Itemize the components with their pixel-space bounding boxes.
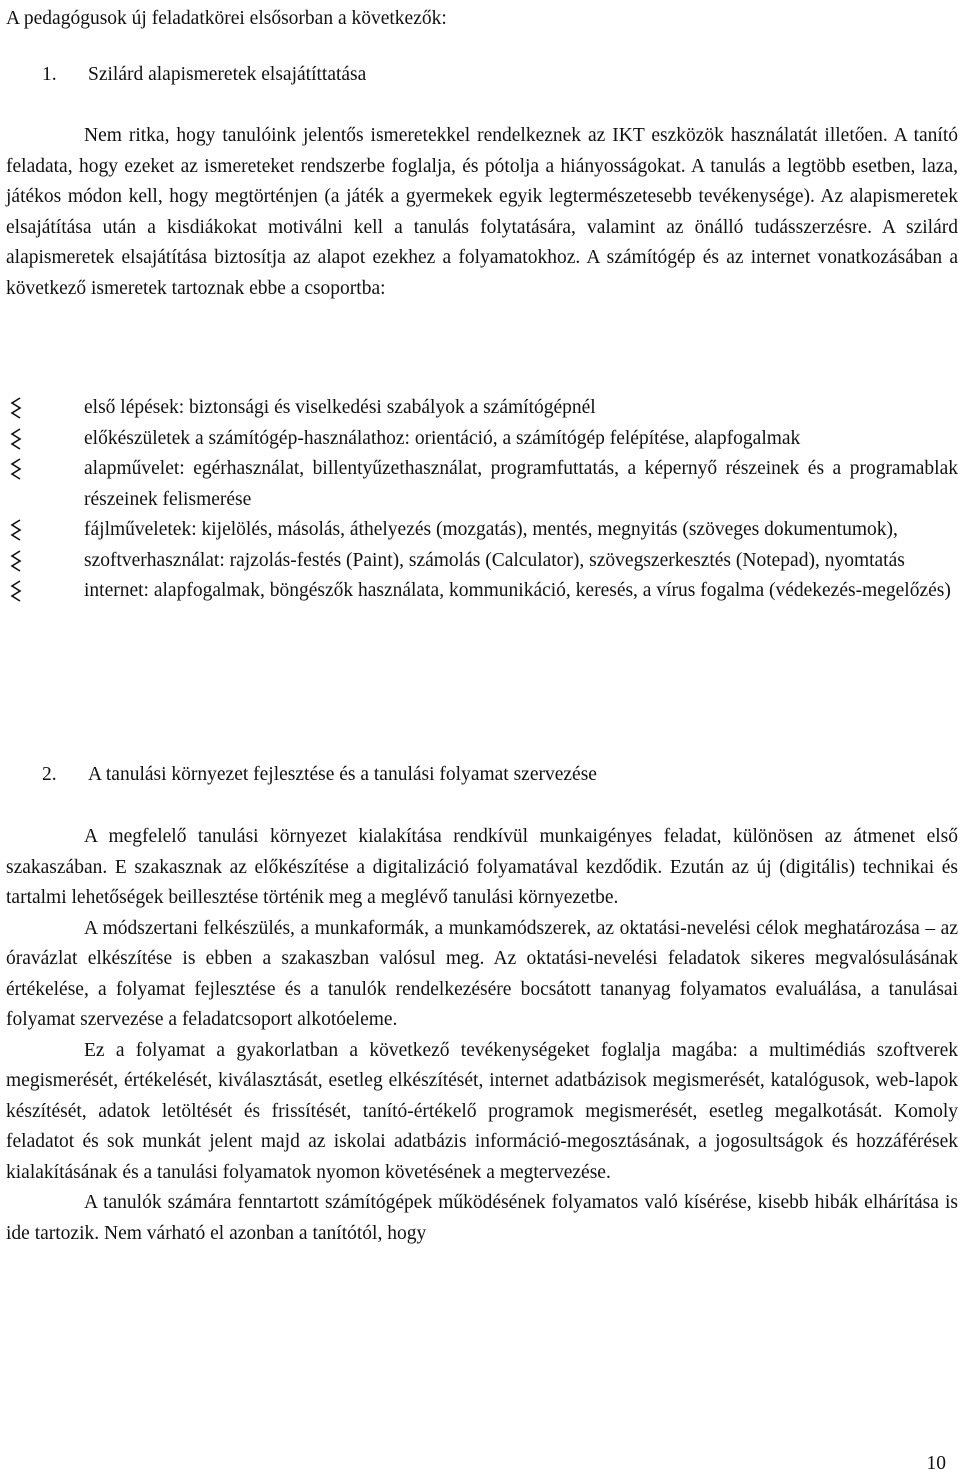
bullet-marker-icon xyxy=(10,458,22,480)
list-item xyxy=(6,454,958,515)
list-item-text: szoftverhasználat: rajzolás-festés (Paint), számolás (Calculator), szövegszerkesztés (Notepad), nyomtatás xyxy=(84,549,905,571)
list-item-text: első lépések: biztonsági és viselkedési szabályok a számítógépnél xyxy=(84,397,596,418)
section-1-body xyxy=(6,121,958,304)
list-item-text: előkészületek a számítógép-használathoz: orientáció, a számítógép felépítése, alapfogalmak xyxy=(84,427,801,449)
list-item xyxy=(6,515,958,546)
list-item xyxy=(6,546,958,577)
bullet-marker-icon xyxy=(10,519,22,541)
section-2-title: A tanulási környezet fejlesztése és a tanulási folyamat szervezése xyxy=(88,764,597,785)
section-2-number: 2. xyxy=(42,764,57,785)
list-item xyxy=(6,576,958,607)
section-2-paragraph: A módszertani felkészülés, a munkaformák, a munkamódszerek, az oktatási-nevelési célok meghatározása – az óravázlat elkészítése is ebben a szakaszban valósul meg. Az oktatási-nevelési feladatok sikeres megvalósulásának értékelése, a folyamat fejlesztése és a tanulók rendelkezésére bocsátott tananyag folyamatos evaluálása, a tanulásai folyamat szervezése a feladatcsoport alkotóeleme. xyxy=(6,917,958,1030)
bullet-marker-icon xyxy=(10,550,22,572)
bullet-list xyxy=(6,393,958,607)
bullet-marker-icon xyxy=(10,397,22,419)
bullet-marker-icon xyxy=(10,428,22,450)
list-item xyxy=(6,393,958,424)
section-1-heading xyxy=(6,60,366,91)
bullet-marker-icon xyxy=(10,580,22,602)
section-1-title: Szilárd alapismeretek elsajátíttatása xyxy=(88,64,367,85)
section-1-number: 1. xyxy=(42,64,57,85)
list-item xyxy=(6,424,958,455)
intro-line: A pedagógusok új feladatkörei elsősorban a következők: xyxy=(6,8,447,29)
page-number: 10 xyxy=(926,1453,946,1474)
section-2-body xyxy=(6,822,958,1249)
section-2-paragraph: A megfelelő tanulási környezet kialakítása rendkívül munkaigényes feladat, különösen az átmenet első szakaszában. E szakasznak az előkészítése a digitalizáció folyamatával kezdődik. Ezután az új (digitális) technikai és tartalmi lehetőségek beillesztése történik meg a meglévő tanulási környezetbe. xyxy=(6,826,958,908)
section-2-heading xyxy=(6,760,597,791)
list-item-text: internet: alapfogalmak, böngészők használata, kommunikáció, keresés, a vírus fogalma (védekezés-megelőzés) xyxy=(84,580,951,601)
section-1-paragraph: Nem ritka, hogy tanulóink jelentős ismeretekkel rendelkeznek az IKT eszközök használatát illetően. A tanító feladata, hogy ezeket az ismereteket rendszerbe foglalja, és pótolja a hiányosságokat. A tanulás a legtöbb esetben, laza, játékos módon kell, hogy megtörténjen (a játék a gyermekek egyik legtermészetesebb tevékenysége). Az alapismeretek elsajátítása után a kisdiákokat motiválni kell a tanulás folytatására, valamint az önálló tudásszerzésre. A szilárd alapismeretek elsajátítása biztosítja az alapot ezekhez a folyamatokhoz. A számítógép és az internet vonatkozásában a következő ismeretek tartoznak ebbe a csoportba: xyxy=(6,125,958,299)
section-2-paragraph: A tanulók számára fenntartott számítógépek működésének folyamatos való kísérése, kisebb hibák elhárítása is ide tartozik. Nem várható el azonban a tanítótól, hogy xyxy=(6,1192,958,1244)
list-item-text: fájlműveletek: kijelölés, másolás, áthelyezés (mozgatás), mentés, megnyitás (szöveges dokumentumok), xyxy=(84,519,898,540)
section-2-paragraph: Ez a folyamat a gyakorlatban a következő tevékenységeket foglalja magába: a multimédiás szoftverek megismerését, értékelését, kiválasztását, esetleg elkészítését, internet adatbázisok megismerését, katalógusok, web-lapok készítését, adatok letöltését és frissítését, tanító-értékelő programok megismerését, esetleg megalkotását. Komoly feladatot és sok munkát jelent majd az iskolai adatbázis információ-megosztásának, a jogosultságok és hozzáférések kialakításának és a tanulási folyamatok nyomon követésének a megtervezése. xyxy=(6,1039,958,1183)
list-item-text: alapművelet: egérhasználat, billentyűzethasználat, programfuttatás, a képernyő részeinek és a programablak részeinek felismerése xyxy=(84,458,958,510)
